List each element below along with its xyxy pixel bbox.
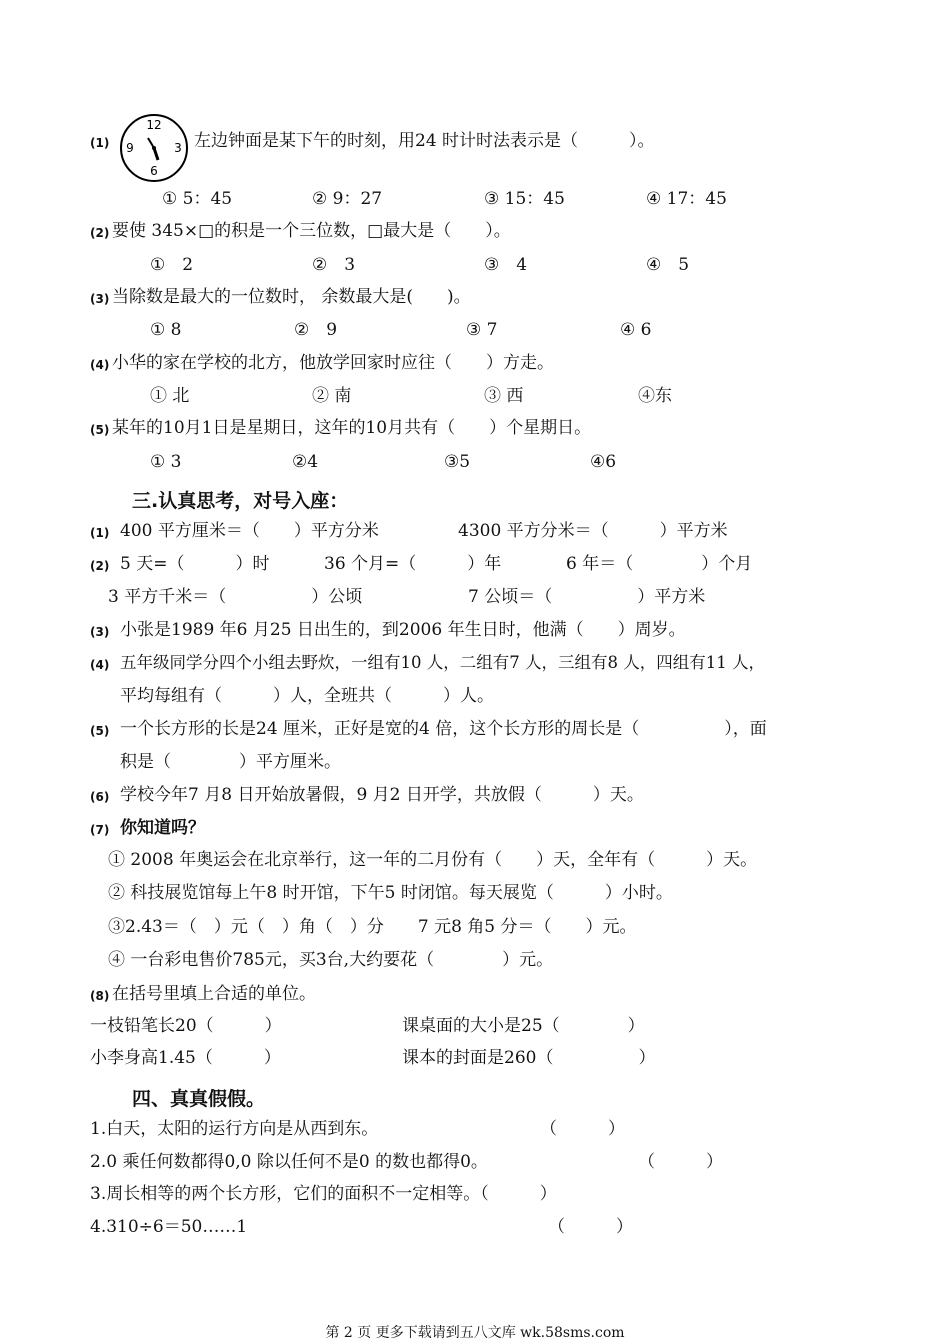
question-number: (2)	[90, 559, 110, 573]
fill-blank: 3 平方千米＝（ ）公顷	[108, 587, 363, 607]
fill-blank: 学校今年7 月8 日开始放暑假，9 月2 日开学，共放假（ ）天。	[120, 785, 644, 805]
fill-blank: 积是（ ）平方厘米。	[120, 752, 341, 772]
fill-blank: 课本的封面是260（ ）	[402, 1048, 656, 1068]
option: ① 3	[150, 452, 182, 472]
clock-icon	[118, 112, 190, 184]
option: ④东	[638, 386, 672, 406]
fill-blank: 400 平方厘米＝（ ）平方分米	[120, 521, 379, 541]
fill-blank: 5 天=（ ）时	[120, 554, 270, 574]
question-number: (3)	[90, 292, 110, 306]
option: ④6	[590, 452, 617, 472]
clock-label-3: 3	[174, 141, 182, 155]
question-title: 在括号里填上合适的单位。	[112, 984, 316, 1004]
option: ④ 6	[620, 320, 652, 340]
fill-blank: ④ 一台彩电售价785元，买3台,大约要花（ ）元。	[108, 950, 554, 970]
question-title: 你知道吗？	[120, 818, 205, 838]
true-false-item: 3.周长相等的两个长方形，它们的面积不一定相等。（ ）	[90, 1184, 557, 1204]
true-false-item: 2.0 乘任何数都得0,0 除以任何不是0 的数也都得0。	[90, 1152, 488, 1172]
fill-blank: 五年级同学分四个小组去野炊，一组有10 人，二组有7 人，三组有8 人，四组有11 人，	[120, 653, 765, 672]
fill-blank: ③2.43＝（ ）元（ ）角（ ）分 7 元8 角5 分＝（ ）元。	[108, 917, 637, 937]
fill-blank: ① 2008 年奥运会在北京举行，这一年的二月份有（ ）天，全年有（ ）天。	[108, 850, 758, 870]
fill-blank: 一枝铅笔长20（ ）	[90, 1016, 282, 1036]
answer-blank: （ ）	[540, 1119, 625, 1139]
option: ③ 西	[484, 386, 524, 406]
true-false-item: 1.白天，太阳的运行方向是从西到东。	[90, 1119, 379, 1139]
fill-blank: 4300 平方分米＝（ ）平方米	[458, 521, 728, 541]
question-text: 某年的10月1日是星期日，这年的10月共有（ ）个星期日。	[112, 418, 592, 438]
option: ④ 5	[646, 255, 690, 275]
fill-blank: 7 公顷＝（ ）平方米	[468, 587, 706, 607]
fill-blank: 小张是1989 年6 月25 日出生的，到2006 年生日时，他满（ ）周岁。	[120, 620, 686, 640]
true-false-item: 4.310÷6＝50……1	[90, 1217, 248, 1237]
option: ② 9	[294, 320, 338, 340]
option: ② 南	[312, 386, 352, 406]
clock-label-6: 6	[150, 164, 158, 178]
question-number: (6)	[90, 790, 110, 804]
question-number: (3)	[90, 625, 110, 639]
fill-blank: 课桌面的大小是25（ ）	[402, 1016, 645, 1036]
clock-label-9: 9	[126, 141, 134, 155]
option: ① 北	[150, 386, 190, 406]
option: ④ 17：45	[646, 189, 727, 209]
fill-blank: 36 个月=（ ）年	[324, 554, 502, 574]
fill-blank: 平均每组有（ ）人，全班共（ ）人。	[120, 686, 494, 706]
question-number: (4)	[90, 358, 110, 372]
clock-label-12: 12	[146, 118, 162, 132]
option: ③ 4	[484, 255, 528, 275]
question-text: 小华的家在学校的北方，他放学回家时应往（ ）方走。	[112, 353, 554, 373]
option: ② 9：27	[312, 189, 383, 209]
question-text: 左边钟面是某下午的时刻，用24 时计时法表示是（ ）。	[194, 131, 655, 151]
option: ②4	[292, 452, 319, 472]
question-text: 当除数是最大的一位数时， 余数最大是( )。	[112, 287, 471, 307]
option: ③5	[444, 452, 471, 472]
fill-blank: 6 年＝（ ）个月	[566, 554, 753, 574]
option: ③ 7	[466, 320, 498, 340]
option: ② 3	[312, 255, 356, 275]
question-number: (5)	[90, 423, 110, 437]
question-text: 要使 345×□的积是一个三位数，□最大是（ ）。	[112, 221, 511, 241]
question-number: (4)	[90, 658, 110, 672]
question-number: (5)	[90, 724, 110, 738]
question-number: (1)	[90, 136, 110, 150]
fill-blank: 一个长方形的长是24 厘米，正好是宽的4 倍，这个长方形的周长是（ ），面	[120, 719, 767, 739]
fill-blank: ② 科技展览馆每上午8 时开馆，下午5 时闭馆。每天展览（ ）小时。	[108, 883, 673, 903]
question-number: (2)	[90, 226, 110, 240]
question-number: (1)	[90, 526, 110, 540]
fill-blank: 小李身高1.45（ ）	[90, 1048, 281, 1068]
answer-blank: （ ）	[548, 1217, 633, 1237]
question-number: (7)	[90, 823, 110, 837]
question-number: (8)	[90, 989, 110, 1003]
option: ① 2	[150, 255, 194, 275]
option: ③ 15：45	[484, 189, 565, 209]
page-footer: 第 2 页 更多下载请到五八文库 wk.58sms.com	[325, 1325, 625, 1341]
section-4-title: 四、真真假假。	[132, 1088, 266, 1110]
answer-blank: （ ）	[638, 1152, 723, 1172]
section-3-title: 三.认真思考，对号入座：	[132, 490, 349, 512]
option: ① 5：45	[162, 189, 233, 209]
option: ① 8	[150, 320, 182, 340]
